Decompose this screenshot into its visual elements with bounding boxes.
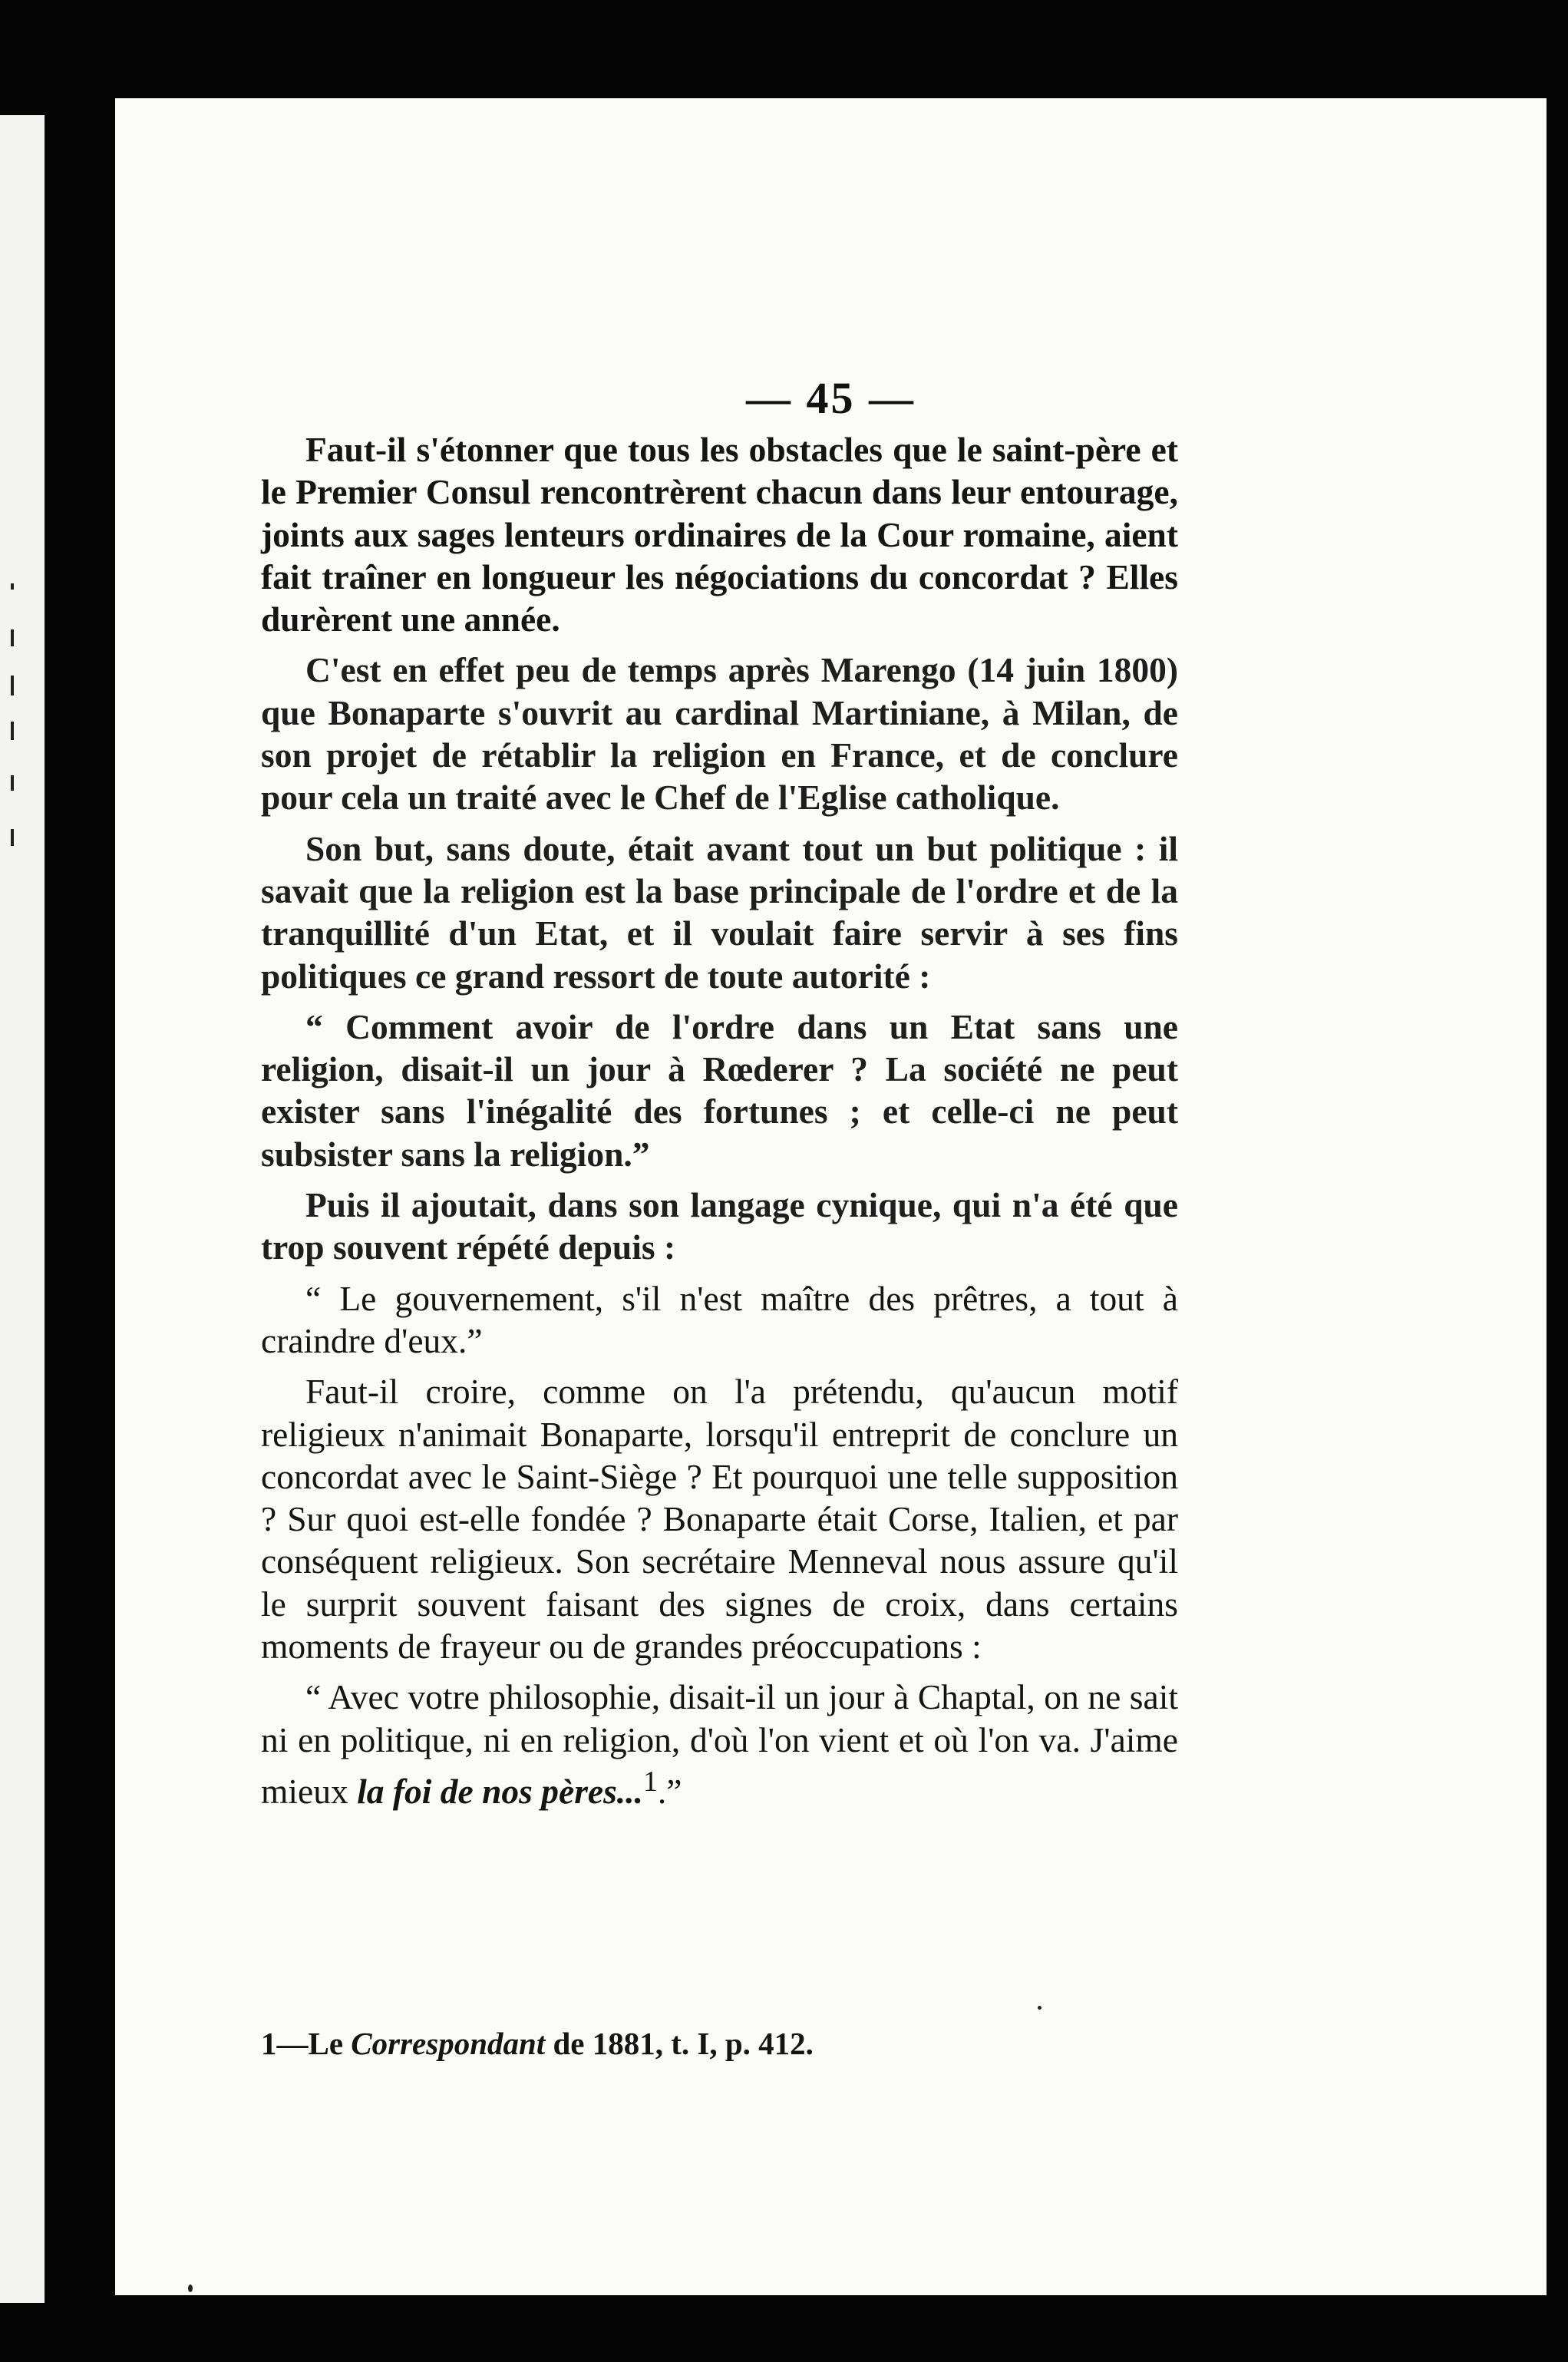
book-page <box>115 98 1547 2295</box>
paragraph-8-text: “ Avec votre philosophie, disait-il un jour à Chaptal, on ne sait ni en politique, ni en religion, d'où l'on vient et où l'on va. J'aime mieux <box>261 1677 1178 1812</box>
scan-speck <box>188 2284 193 2292</box>
margin-marks <box>11 583 34 860</box>
paragraph-7: Faut-il croire, comme on l'a prétendu, qu'aucun motif religieux n'animait Bonaparte, lorsqu'il entreprit de conclure un concordat avec le Saint-Siège ? Et pourquoi une telle supposition ? Sur quoi est-elle fondée ? Bonaparte était Corse, Italien, et par conséquent religieux. Son secrétaire Menneval nous assure qu'il le surprit souvent faisant des signes de croix, dans certains moments de frayeur ou de grandes préoccupations : <box>261 1372 1178 1667</box>
page-number: — 45 — <box>746 373 916 423</box>
paragraph-6: “ Le gouvernement, s'il n'est maître des prêtres, a tout à craindre d'eux.” <box>261 1278 1178 1360</box>
footnote-reference: 1 <box>642 1765 658 1798</box>
paragraph-8-italic: la foi de nos pères... <box>357 1772 643 1812</box>
paragraph-3: Son but, sans doute, était avant tout un but politique : il savait que la religion est la base principale de l'ordre et de la tranquillité d'un Etat, et il voulait faire servir à ses fins politiques ce grand ressort de toute autorité : <box>261 828 1178 996</box>
paragraph-4: “ Comment avoir de l'ordre dans un Etat sans une religion, disait-il un jour à Rœderer ? La société ne peut exister sans l'inégalité des fortunes ; et celle-ci ne peut subsister sans la religion.” <box>261 1006 1178 1174</box>
paragraph-1: Faut-il s'étonner que tous les obstacles que le saint-père et le Premier Consul rencontrèrent chacun dans leur entourage, joints aux sages lenteurs ordinaires de la Cour romaine, aient fait traîner en longueur les négociations du concordat ? Elles durèrent une année. <box>261 430 1178 639</box>
paragraph-2: C'est en effet peu de temps après Marengo (14 juin 1800) que Bonaparte s'ouvrit au cardinal Martiniane, à Milan, de son projet de rétablir la religion en France, et de conclure pour cela un traité avec le Chef de l'Eglise catholique. <box>261 650 1178 818</box>
paragraph-8-closing: .” <box>657 1772 682 1812</box>
footnote-italic: Correspondant <box>351 2026 546 2061</box>
footnote-suffix: de 1881, t. I, p. 412. <box>545 2026 814 2061</box>
scan-speck <box>1038 2006 1041 2010</box>
footnote-prefix: 1—Le <box>261 2026 352 2061</box>
page-body <box>261 428 1178 1821</box>
paragraph-8 <box>261 1676 1178 1812</box>
footnote <box>261 2025 1178 2062</box>
previous-page-edge <box>0 115 45 2303</box>
paragraph-5: Puis il ajoutait, dans son langage cynique, qui n'a été que trop souvent répété depuis : <box>261 1185 1178 1267</box>
